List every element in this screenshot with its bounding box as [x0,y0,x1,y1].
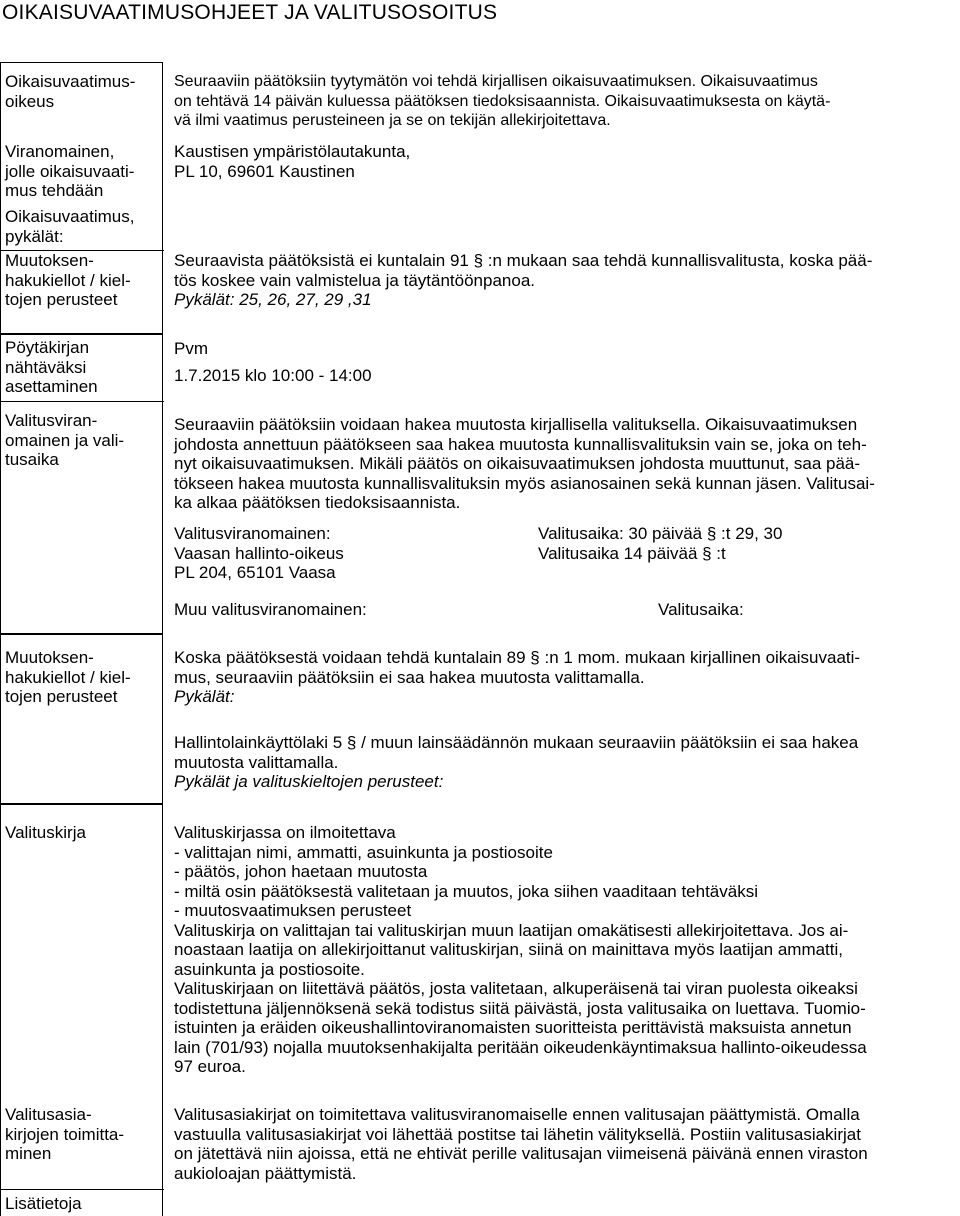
pvm-label: Pvm [174,339,208,358]
muu-valitusaika: Valitusaika: [658,600,744,619]
pvm-value: 1.7.2015 klo 10:00 - 14:00 [174,366,372,385]
label-muutoksenhakukiellot-2: Muutoksen- hakukiellot / kiel- tojen perusteet [5,648,131,706]
oikaisu-address: Kaustisen ympäristölautakunta, PL 10, 69601 Kaustinen [174,142,411,181]
label-viranomainen: Viranomainen, jolle oikaisuvaati- mus tehdään [5,142,135,200]
label-toimittaminen: Valitusasia- kirjojen toimitta- minen [5,1105,125,1163]
kielto1-pykalat: Pykälät: 25, 26, 27, 29 ,31 [174,290,372,309]
toimittaminen-paragraph: Valitusasiakirjat on toimitettava valitusviranomaiselle ennen valitusajan päättymistä. Omalla vastuulla valitusasiakirjat voi lähettää postitse tai lähetin välityksellä. Postiin valitusasiakirjat on jätettävä niin ajoissa, että ne ehtivät perille valitusajan viimeisenä päivänä ennen viraston aukioloajan päättymistä. [174,1105,868,1183]
list-item: - valittajan nimi, ammatti, asuinkunta ja postiosoite [174,842,553,862]
list-item: - muutosvaatimuksen perusteet [174,901,412,920]
valituskirja-section: Valituskirjassa on ilmoitettava - valittajan nimi, ammatti, asuinkunta ja postiosoite - päätös, johon haetaan muutosta - miltä osin päätöksestä valitetaan ja muutos, joka siihen vaaditaan tehtäväksi - muutosvaatimuksen perusteet Valituskirja on valittajan tai valituskirjan muun laatijan omakätisesti allekirjoitettava. Jos ai- noastaan laatija on allekirjoittanut valituskirjan, siinä on mainittava myös laatijan ammatti, asuinkunta ja postiosoite. Valituskirjaan on liitettävä päätös, josta valitetaan, alkuperäisenä tai viran puolesta oikeaksi todistettuna jäljennöksenä sekä todistus siitä päivästä, josta valitusaika on luettava. Tuomio- istuinten ja eräiden oikeushallintoviranomaisten suoritteista perittävistä maksuista annetun lain (701/93) nojalla muutoksenhakijalta peritään oikeudenkäyntimaksua hallinto-oikeudessa 97 euroa. [174,823,956,1077]
label-oikaisuvaatimusoikeus: Oikaisuvaatimus- oikeus [5,72,136,111]
label-pykalat: Oikaisuvaatimus, pykälät: [5,207,135,246]
valituskirja-list [174,843,956,921]
muu-valitusviranomainen: Muu valitusviranomainen: [174,600,367,619]
kielto2-paragraph: Koska päätöksestä voidaan tehdä kuntalain 89 § :n 1 mom. mukaan kirjallinen oikaisuvaati- mus, seuraaviin päätöksiin ei saa hakea muutosta valittamalla. Pykälät: [174,648,956,707]
oikaisu-paragraph: Seuraaviin päätöksiin tyytymätön voi tehdä kirjallisen oikaisuvaatimuksen. Oikaisuvaatimus on tehtävä 14 päivän kuluessa päätöksen tiedoksisaannista. Oikaisuvaatimuksesta on käytä- vä ilmi vaatimus perusteineen ja se on tekijän allekirjoitettava. [174,73,831,129]
label-lisatietoja: Lisätietoja [5,1194,82,1213]
divider [1,401,164,402]
kielto2-perusteet: Pykälät ja valituskieltojen perusteet: [174,772,444,791]
valitusaika-block: Valitusaika: 30 päivää § :t 29, 30 Valitusaika 14 päivää § :t [538,524,783,563]
label-muutoksenhakukiellot-1: Muutoksen- hakukiellot / kiel- tojen perusteet [5,251,131,309]
list-item: - miltä osin päätöksestä valitetaan ja muutos, joka siihen vaaditaan tehtäväksi [174,881,758,901]
kielto1-paragraph: Seuraavista päätöksistä ei kuntalain 91 § :n mukaan saa tehdä kunnallisvalitusta, koska pää- tös koskee vain valmistelua ja täytäntöönpanoa. Pykälät: 25, 26, 27, 29 ,31 [174,251,956,310]
list-item: - päätös, johon haetaan muutosta [174,862,428,881]
valitus-paragraph: Seuraaviin päätöksiin voidaan hakea muutosta kirjallisella valituksella. Oikaisuvaatimuksen johdosta annettuun päätökseen saa hakea muutosta kunnallisvalituksin vain se, joka on teh- nyt oikaisuvaatimuksen. Mikäli päätös on oikaisuvaatimuksen johdosta muuttunut, saa pää- tökseen hakea muutosta kunnallisvalituksin myös asianosainen sekä kunnan jäsen. Valitusai- ka alkaa päätöksen tiedoksisaannista. [174,415,875,512]
label-valituskirja: Valituskirja [5,823,86,842]
label-nahtavaksi: Pöytäkirjan nähtäväksi asettaminen [5,338,98,396]
page-title: OIKAISUVAATIMUSOHJEET JA VALITUSOSOITUS [2,1,498,24]
label-valitusviranomainen: Valitusviran- omainen ja vali- tusaika [5,411,125,469]
valitusviranomainen-block: Valitusviranomainen: Vaasan hallinto-oikeus PL 204, 65101 Vaasa [174,524,344,582]
kielto2-hallintolaki: Hallintolainkäyttölaki 5 § / muun lainsäädännön mukaan seuraaviin päätöksiin ei saa hakea muutosta valittamalla. Pykälät ja valituskieltojen perusteet: [174,733,956,792]
kielto2-pykalat: Pykälät: [174,687,235,706]
divider [1,1189,164,1190]
